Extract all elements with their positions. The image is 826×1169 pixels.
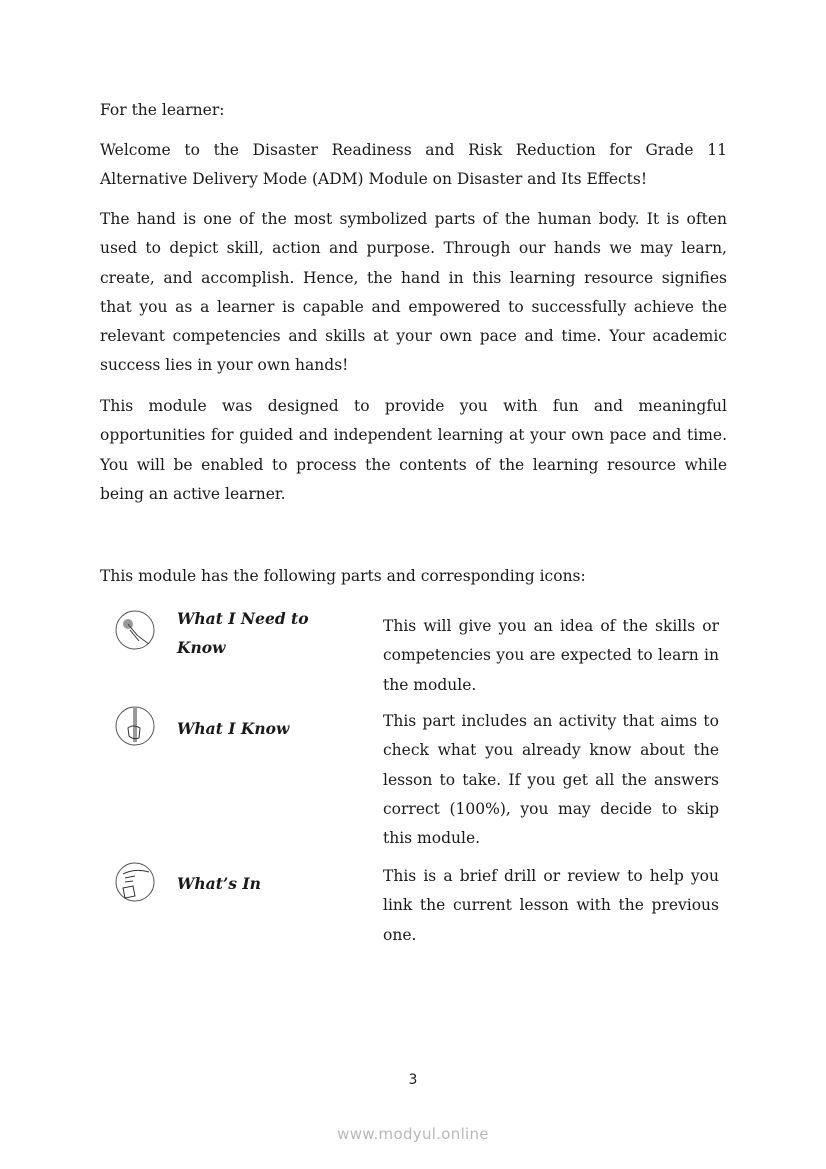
paragraph-module	[100, 392, 727, 509]
paragraph-text: Welcome to the Disaster Readiness and Risk Reduction for Grade 11 Alternative Delivery Mode (ADM) Module on Disaster and Its Effects!	[100, 141, 727, 189]
part-description: This will give you an idea of the skills or competencies you are expected to learn in the module.	[383, 617, 719, 694]
part-title: What I Need to Know	[177, 609, 309, 657]
paragraph-text: This module was designed to provide you with fun and meaningful opportunities for guided and independent learning at your own pace and time. You will be enabled to process the contents of the learning resource while being an active learner.	[100, 397, 727, 503]
greeting: For the learner:	[100, 101, 225, 119]
paragraph-hand	[100, 205, 727, 381]
part-title: What’s In	[177, 874, 261, 893]
hand-puzzle-icon	[115, 862, 155, 902]
hand-pointing-icon	[115, 610, 155, 650]
page-number: 3	[408, 1072, 418, 1088]
hand-pencil-icon	[115, 706, 155, 746]
paragraph-welcome	[100, 136, 727, 195]
part-description: This part includes an activity that aims to check what you already know about the lesson to take. If you get all the answers correct (100%), you may decide to skip this module.	[383, 712, 719, 848]
part-title: What I Know	[177, 719, 290, 738]
watermark: www.modyul.online	[337, 1125, 489, 1143]
parts-intro: This module has the following parts and corresponding icons:	[100, 567, 586, 585]
paragraph-text: The hand is one of the most symbolized parts of the human body. It is often used to depict skill, action and purpose. Through our hands we may learn, create, and accomplish. Hence, the hand in this learning resource signifies that you as a learner is capable and empowered to successfully achieve the relevant competencies and skills at your own pace and time. Your academic success lies in your own hands!	[100, 210, 727, 375]
part-description: This is a brief drill or review to help you link the current lesson with the previous one.	[383, 867, 719, 944]
